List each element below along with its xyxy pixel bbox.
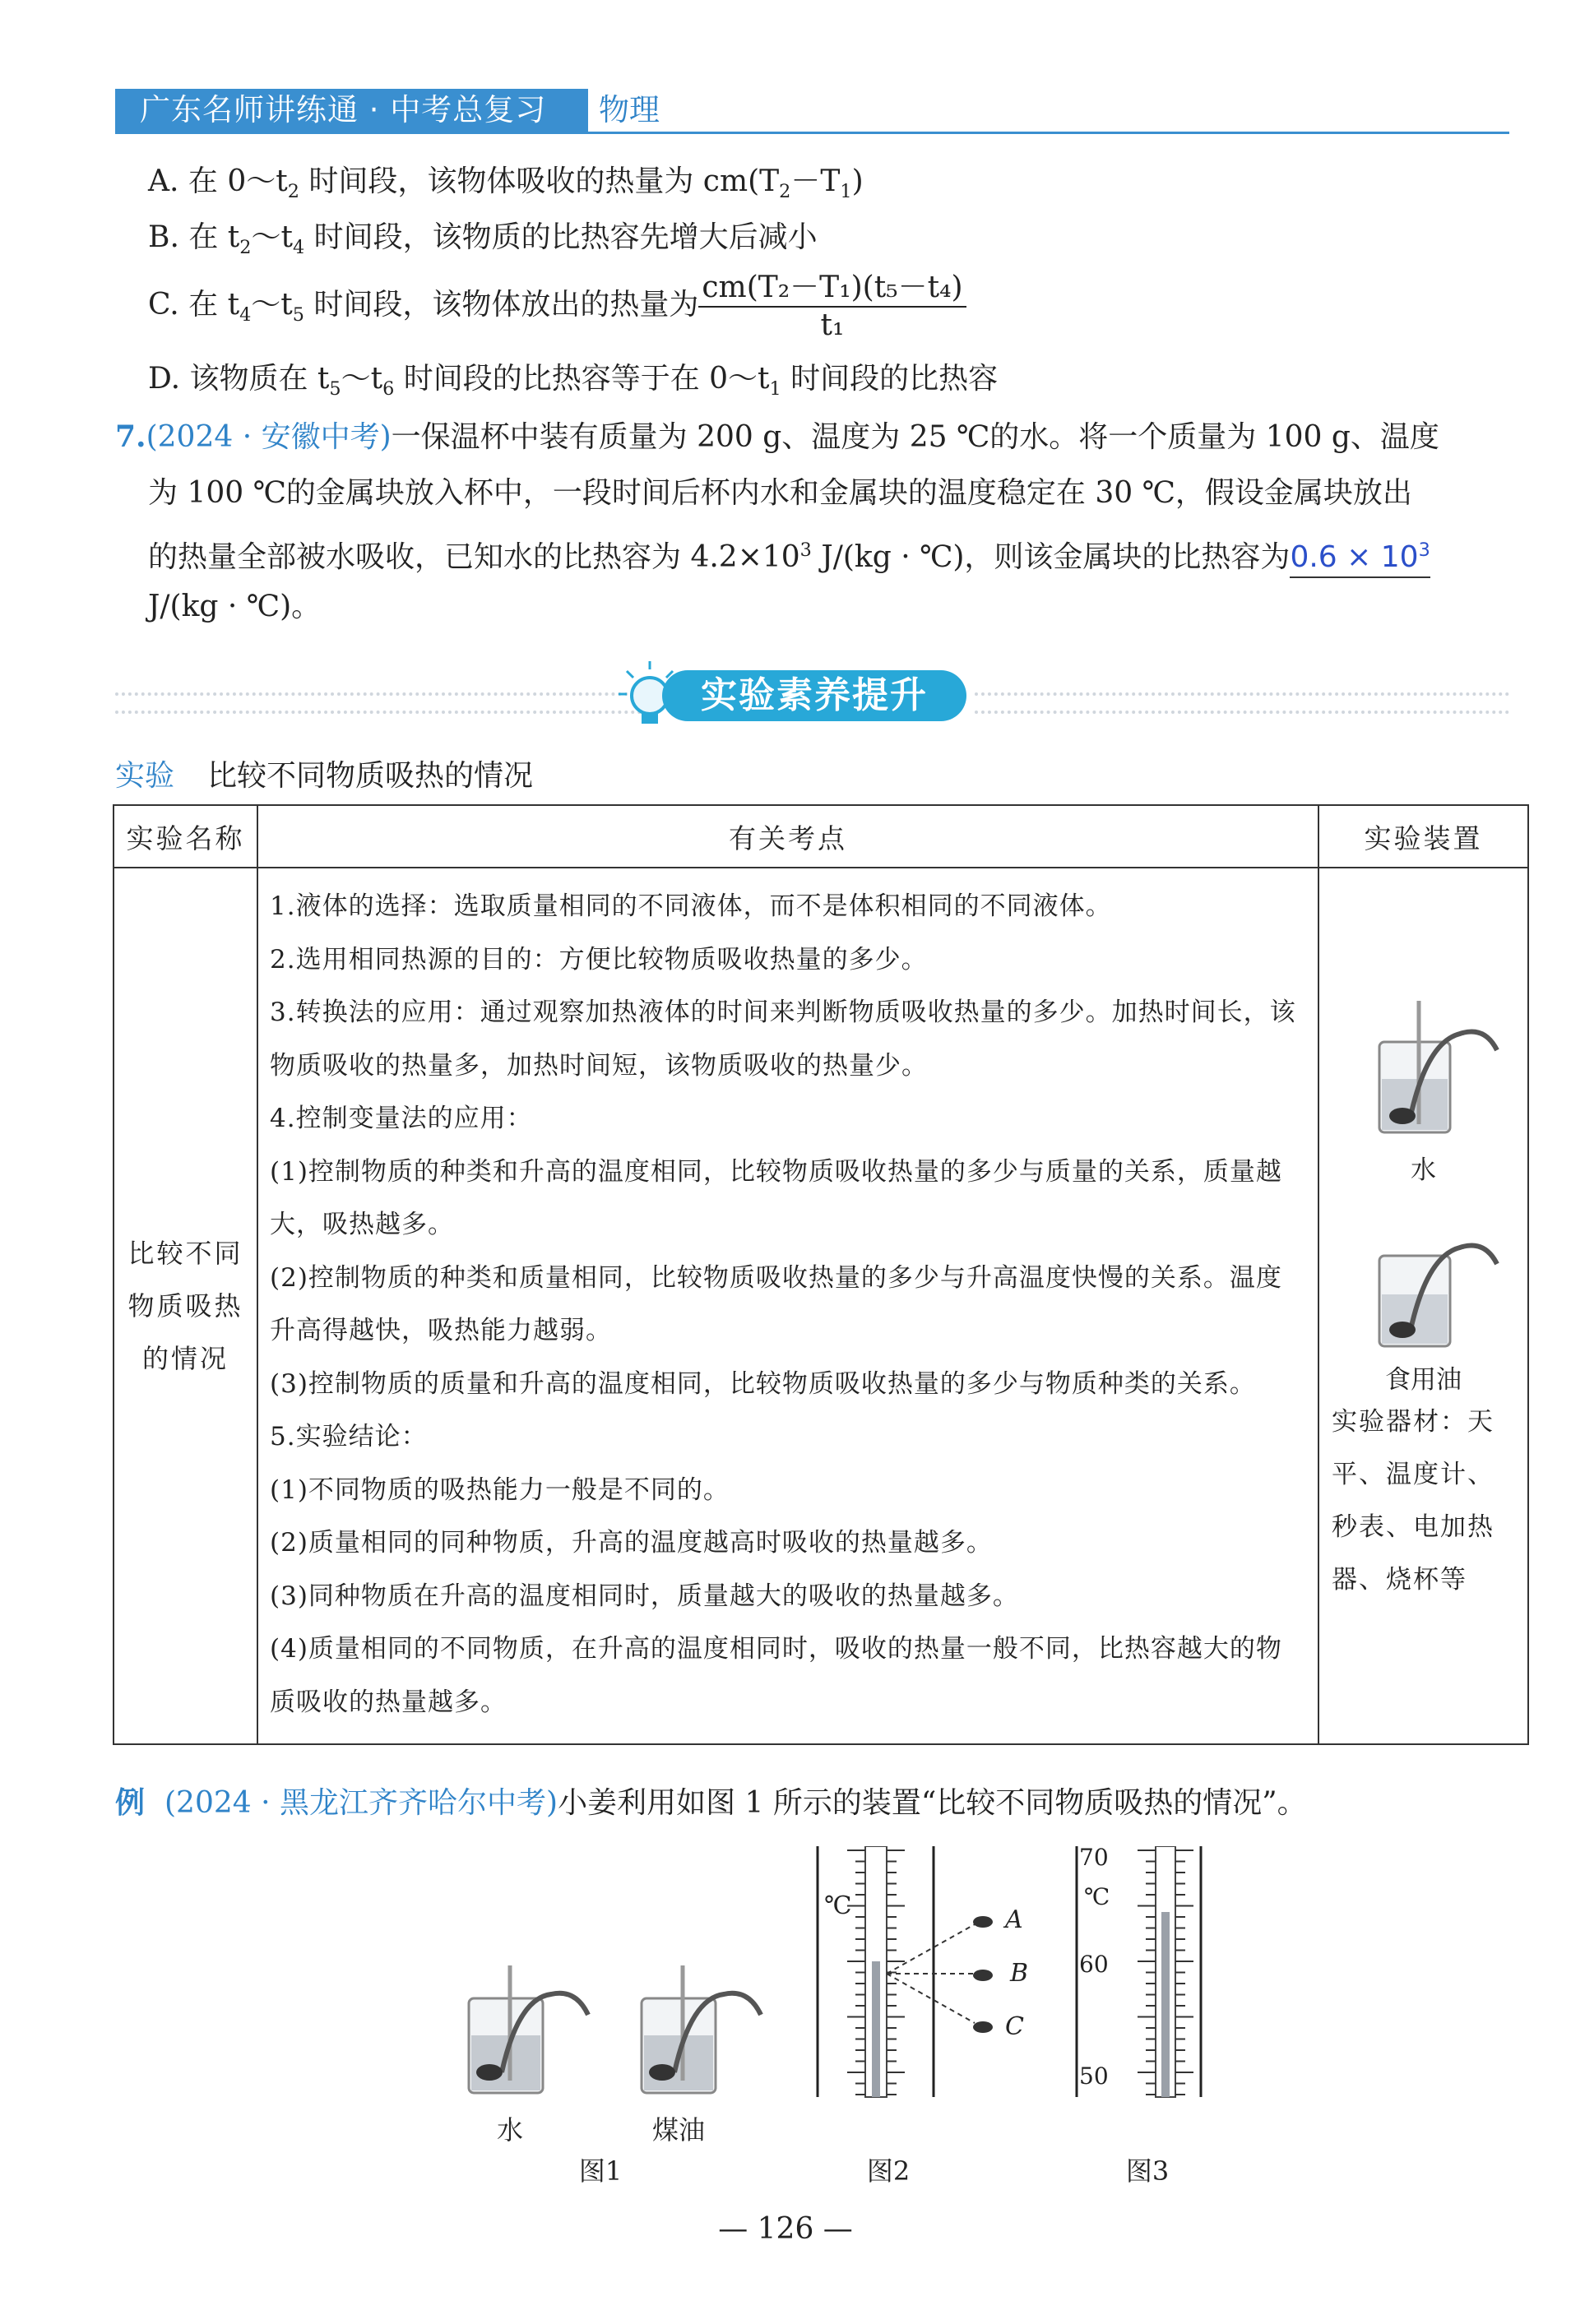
q7-line2: 为 100 ℃的金属块放入杯中，一段时间后杯内水和金属块的温度稳定在 30 ℃，假设金属块放出 (148, 476, 1412, 510)
point: (2)控制物质的种类和质量相同，比较物质吸收热量的多少与升高温度快慢的关系。温度升高得越快，吸热能力越弱。 (270, 1262, 1282, 1345)
point: (1)不同物质的吸热能力一般是不同的。 (270, 1474, 730, 1505)
point: (4)质量相同的不同物质，在升高的温度相同时，吸收的热量一般不同，比热容越大的物质吸收的热量越多。 (270, 1634, 1282, 1717)
device-label-water: 水 (1411, 1155, 1436, 1185)
banner-dots-left (115, 692, 642, 714)
eye-icons (973, 1916, 993, 2033)
point: 5.实验结论： (270, 1422, 428, 1451)
example-line: 例 (2024 · 黑龙江齐齐哈尔中考)小姜利用如图 1 所示的装置“比较不同物质吸热的情况”。 (115, 1786, 1307, 1820)
figure1-beakers (452, 1965, 798, 2105)
device-cell (1318, 868, 1528, 1744)
points-cell (257, 868, 1318, 1744)
point: (2)质量相同的同种物质，升高的温度越高时吸收的热量越多。 (270, 1528, 993, 1558)
figure2-unit: ℃ (824, 1891, 852, 1920)
point: 1.液体的选择：选取质量相同的不同液体，而不是体积相同的不同液体。 (270, 891, 1112, 921)
knowledge-table (113, 804, 1529, 1745)
q7-line3: 的热量全部被水吸收，已知水的比热容为 $4.2\times 10^3$ J/(kg · ℃)，则该金属块的比热容为$0.6 \times 10^3$ (148, 531, 1430, 578)
series-title: 广东名师讲练通 · 中考总复习 (115, 89, 588, 132)
beaker-oil-illustration (1320, 1219, 1527, 1359)
option-b: B. 在 $t_2\sim t_4$ 时间段，该物质的比热容先增大后减小 (148, 220, 818, 259)
subject-label: 物理 (599, 92, 660, 127)
option-a: A. 在 $0\sim t_2$ 时间段，该物体吸收的热量为 $cm(T_2-T_1)$ (148, 164, 864, 203)
banner-dots-right (975, 692, 1509, 714)
figure2-eye-c: C (1005, 2012, 1024, 2041)
fraction: $\frac{\text{cm(T₂－T₁)(t₅－t₄)}}{\text{t₁}}$ (698, 270, 966, 344)
point: 2.选用相同热源的目的：方便比较物质吸收热量的多少。 (270, 944, 928, 975)
header-rule (115, 132, 1509, 134)
device-label-oil: 食用油 (1385, 1365, 1462, 1395)
point: (3)同种物质在升高的温度相同时，质量越大的吸收的热量越多。 (270, 1581, 1019, 1611)
figure3-tick-60: 60 (1079, 1951, 1109, 1978)
experiment-title: 实验 比较不同物质吸热的情况 (115, 759, 534, 793)
device-materials: 实验器材：天平、温度计、秒表、电加热器、烧杯等 (1332, 1407, 1495, 1595)
figure3-tick-70: 70 (1079, 1844, 1109, 1871)
figure3-unit: ℃ (1084, 1883, 1110, 1910)
figure2-eye-a: A (1005, 1905, 1023, 1934)
figure3-tick-50: 50 (1079, 2062, 1109, 2090)
table-header-device: 实验装置 (1318, 805, 1528, 868)
experiment-name-cell: 比较不同物质吸热的情况 (114, 868, 257, 1744)
point: (3)控制物质的质量和升高的温度相同，比较物质吸收热量的多少与物质种类的关系。 (270, 1368, 1256, 1399)
option-c: C. 在 $t_4\sim t_5$ 时间段，该物体放出的热量为 $\frac{\text{cm(T₂－T₁)(t₅－t₄)}}{\text{t₁}}$ (148, 270, 966, 344)
page-number: — 126 — (718, 2212, 853, 2246)
table-header-name: 实验名称 (114, 805, 257, 868)
point: 4.控制变量法的应用： (270, 1104, 533, 1133)
table-header-points: 有关考点 (257, 805, 1318, 868)
figure2-eye-b: B (1010, 1959, 1029, 1988)
answer-blank: $0.6 \times 10^3$ (1290, 531, 1430, 578)
figure1-label-water: 水 (496, 2114, 523, 2146)
beaker-water-illustration (1320, 1001, 1527, 1149)
figure2-caption: 图2 (866, 2155, 911, 2187)
point: 3.转换法的应用：通过观察加热液体的时间来判断物质吸收热量的多少。加热时间长，该物质吸收的热量多，加热时间短，该物质吸收的热量少。 (270, 998, 1296, 1081)
option-d: D. 该物质在 $t_5\sim t_6$ 时间段的比热容等于在 $0\sim t_1$ 时间段的比热容 (148, 362, 999, 400)
q7-line4: J/(kg · ℃)。 (148, 590, 322, 623)
section-banner: 实验素养提升 (662, 670, 966, 721)
q7-line1: 7.(2024 · 安徽中考)一保温杯中装有质量为 200 g、温度为 25 ℃的水。将一个质量为 100 g、温度 (115, 419, 1439, 454)
figure3-caption: 图3 (1125, 2155, 1170, 2187)
figure1-caption: 图1 (578, 2155, 623, 2187)
point: (1)控制物质的种类和升高的温度相同，比较物质吸收热量的多少与质量的关系，质量越大，吸热越多。 (270, 1156, 1282, 1239)
figure1-label-kerosene: 煤油 (651, 2114, 705, 2146)
